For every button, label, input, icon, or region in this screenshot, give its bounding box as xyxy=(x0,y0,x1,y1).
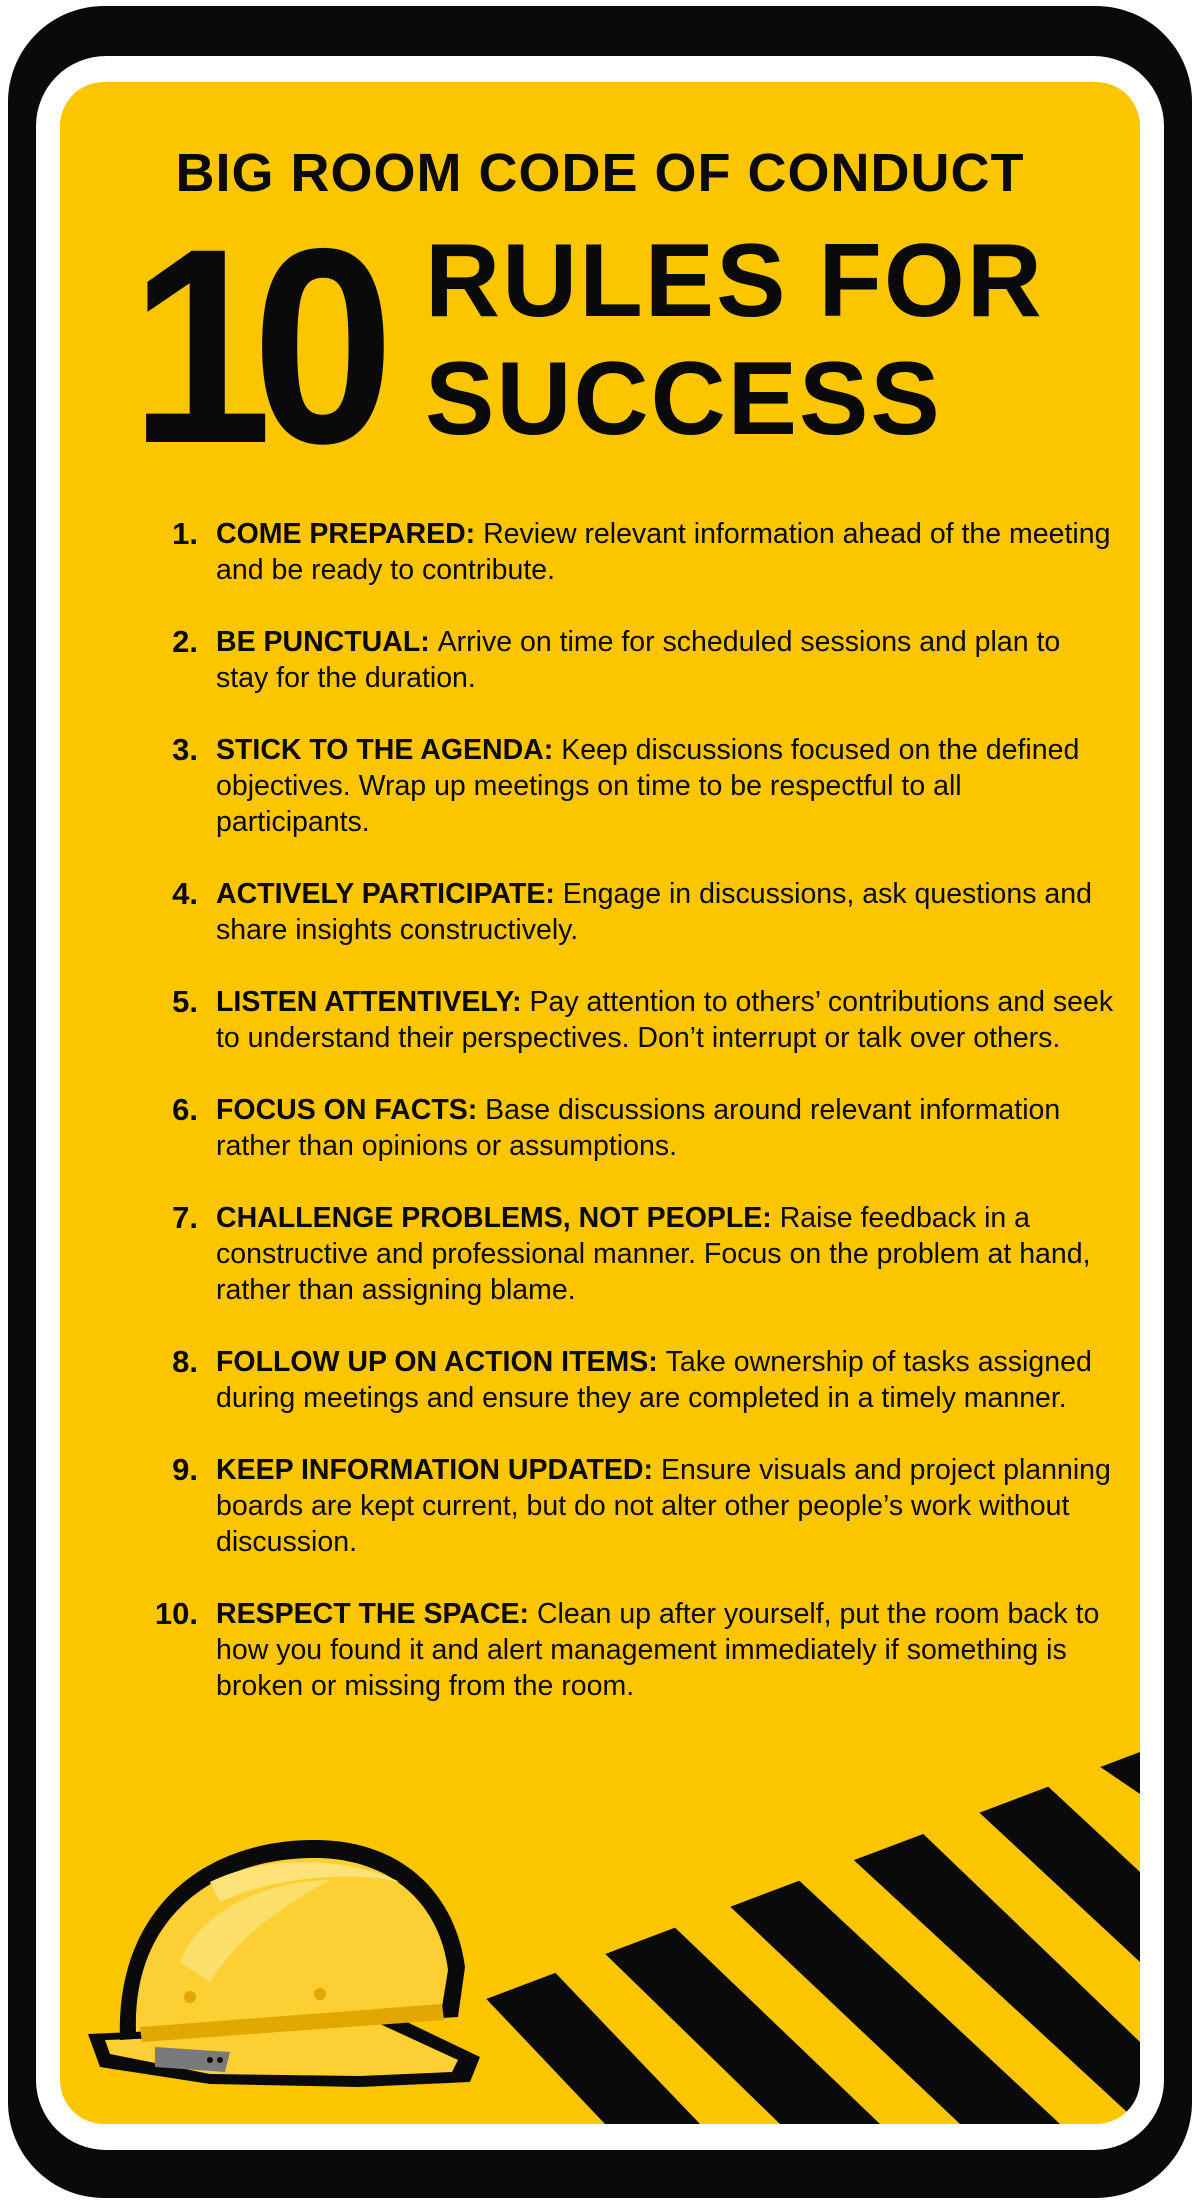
rule-text: Ensure visuals and project planning boards are kept current, but do not alter other people’s work without discussion. xyxy=(216,1454,1111,1558)
rule-item xyxy=(110,1596,1120,1704)
rule-number: 8. xyxy=(172,1344,198,1379)
sign-outer-border xyxy=(8,6,1192,2198)
rule-text: Review relevant information ahead of the meeting and be ready to contribute. xyxy=(216,518,1111,586)
rule-number: 4. xyxy=(172,876,198,911)
rule-text: Base discussions around relevant information rather than opinions or assumptions. xyxy=(216,1094,1061,1162)
rule-text: Arrive on time for scheduled sessions and plan to stay for the duration. xyxy=(216,626,1061,694)
rules-list xyxy=(110,516,1120,1740)
rule-number: 10. xyxy=(154,1596,198,1631)
rule-item xyxy=(110,1200,1120,1308)
rule-text: Keep discussions focused on the defined objectives. Wrap up meetings on time to be respectful to all participants. xyxy=(216,734,1080,838)
sign-panel xyxy=(60,82,1140,2124)
rule-title: BE PUNCTUAL: xyxy=(216,626,438,658)
rule-text: Engage in discussions, ask questions and share insights constructively. xyxy=(216,878,1092,946)
hard-hat-icon xyxy=(88,1840,480,2087)
rule-title: COME PREPARED: xyxy=(216,518,484,550)
rule-text: Take ownership of tasks assigned during meetings and ensure they are completed in a timely manner. xyxy=(216,1346,1092,1414)
rule-text: Pay attention to others’ contributions and seek to understand their perspectives. Don’t interrupt or talk over others. xyxy=(216,986,1114,1054)
rule-number: 6. xyxy=(172,1092,198,1127)
sign-subtitle: BIG ROOM CODE OF CONDUCT xyxy=(175,143,1025,203)
rule-text: Clean up after yourself, put the room back to how you found it and alert management immediately if something is broken or missing from the room. xyxy=(216,1598,1100,1702)
rule-count-number: 10 xyxy=(130,190,375,501)
sign-white-border xyxy=(36,56,1164,2150)
rule-title: FOCUS ON FACTS: xyxy=(216,1094,486,1126)
headline-line-1: RULES FOR xyxy=(425,223,1044,339)
rule-number: 5. xyxy=(172,984,198,1019)
headline-line-2: SUCCESS xyxy=(425,341,942,457)
rule-item xyxy=(110,1092,1120,1164)
rule-number: 3. xyxy=(172,732,198,767)
rule-number: 9. xyxy=(172,1452,198,1487)
rule-item xyxy=(110,876,1120,948)
rule-item xyxy=(110,516,1120,588)
rule-title: RESPECT THE SPACE: xyxy=(216,1598,537,1630)
rule-title: STICK TO THE AGENDA: xyxy=(216,734,562,766)
rule-title: ACTIVELY PARTICIPATE: xyxy=(216,878,563,910)
rule-item xyxy=(110,1452,1120,1560)
rule-item xyxy=(110,984,1120,1056)
rule-number: 7. xyxy=(172,1200,198,1235)
rule-text: Raise feedback in a constructive and professional manner. Focus on the problem at hand, rather than assigning blame. xyxy=(216,1202,1091,1306)
rule-item xyxy=(110,732,1120,840)
rule-title: FOLLOW UP ON ACTION ITEMS: xyxy=(216,1346,666,1378)
rule-title: CHALLENGE PROBLEMS, NOT PEOPLE: xyxy=(216,1202,780,1234)
rule-title: KEEP INFORMATION UPDATED: xyxy=(216,1454,661,1486)
rule-title: LISTEN ATTENTIVELY: xyxy=(216,986,530,1018)
rule-item xyxy=(110,1344,1120,1416)
rule-item xyxy=(110,624,1120,696)
rule-number: 1. xyxy=(172,516,198,551)
sign-headline xyxy=(425,222,1044,458)
rule-number: 2. xyxy=(172,624,198,659)
